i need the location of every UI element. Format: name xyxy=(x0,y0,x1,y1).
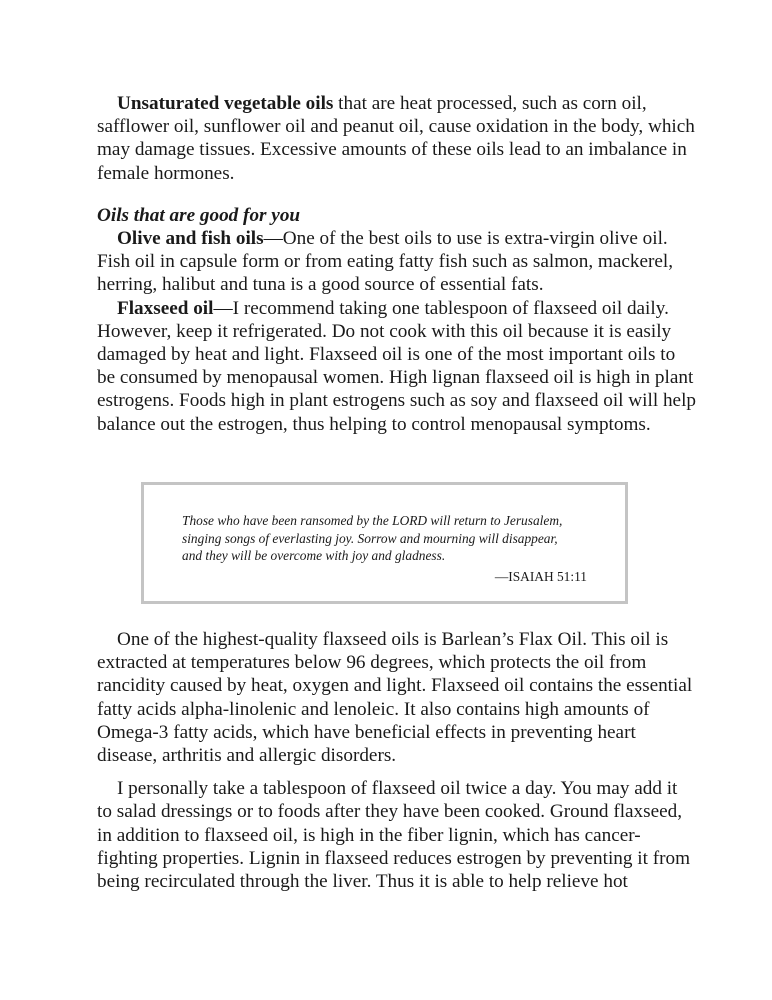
paragraph-unsaturated-oils xyxy=(97,92,697,185)
body-bottom xyxy=(97,628,697,893)
paragraph-olive-fish-oils xyxy=(97,227,697,297)
quote-line: Those who have been ransomed by the LORD will return to Jerusalem, xyxy=(182,513,563,528)
scripture-quote-text xyxy=(182,512,602,565)
section-heading: Oils that are good for you xyxy=(97,204,301,226)
quote-line: singing songs of everlasting joy. Sorrow and mourning will disappear, xyxy=(182,530,558,546)
paragraph-text: —I recommend taking one tablespoon of flaxseed oil daily. However, keep it refrigerated. Do not cook with this oil because it is easily damaged by heat and light. Flaxseed oil is one of the most important oils to be consumed by menopausal women. High lignan flaxseed oil is high in plant estrogens. Foods high in plant estrogens such as soy and flaxseed oil will help balance out the estrogen, thus helping to control menopausal symptoms. xyxy=(97,297,696,435)
paragraph-text: —One of the best oils to use is extra-virgin olive oil. Fish oil in capsule form or from eating fatty fish such as salmon, mackerel, herring, halibut and tuna is a good source of essential fats. xyxy=(97,228,674,296)
paragraph-barleans-flax-oil: One of the highest-quality flaxseed oils is Barlean’s Flax Oil. This oil is extracted at temperatures below 96 degrees, which protects the oil from rancidity caused by heat, oxygen and light. Flaxseed oil contains the essential fatty acids alpha-linolenic and lenoleic. It also contains high amounts of Omega-3 fatty acids, which have beneficial effects in preventing heart disease, arthritis and allergic disorders. xyxy=(97,629,693,767)
paragraph-text: that are heat processed, such as corn oil, safflower oil, sunflower oil and peanut oil, cause oxidation in the body, which may damage tissues. Excessive amounts of these oils lead to an imbalance in female hormones. xyxy=(97,93,695,184)
scripture-reference: —ISAIAH 51:11 xyxy=(494,569,587,584)
paragraph-personal-use: I personally take a tablespoon of flaxseed oil twice a day. You may add it to salad dressings or to foods after they have been cooked. Ground flaxseed, in addition to flaxseed oil, is high in the fiber lignin, which has cancer-fighting properties. Lignin in flaxseed reduces estrogen by preventing it from being recirculated through the liver. Thus it is able to help relieve hot xyxy=(97,778,691,893)
term-olive-fish-oils: Olive and fish oils xyxy=(117,228,264,250)
term-flaxseed-oil: Flaxseed oil xyxy=(117,297,214,319)
quote-line: and they will be overcome with joy and gladness. xyxy=(182,548,446,564)
paragraph-flaxseed-oil xyxy=(97,297,697,436)
body-top xyxy=(97,92,697,436)
term-unsaturated-vegetable-oils: Unsaturated vegetable oils xyxy=(117,93,334,114)
scripture-quote-box xyxy=(141,482,628,604)
